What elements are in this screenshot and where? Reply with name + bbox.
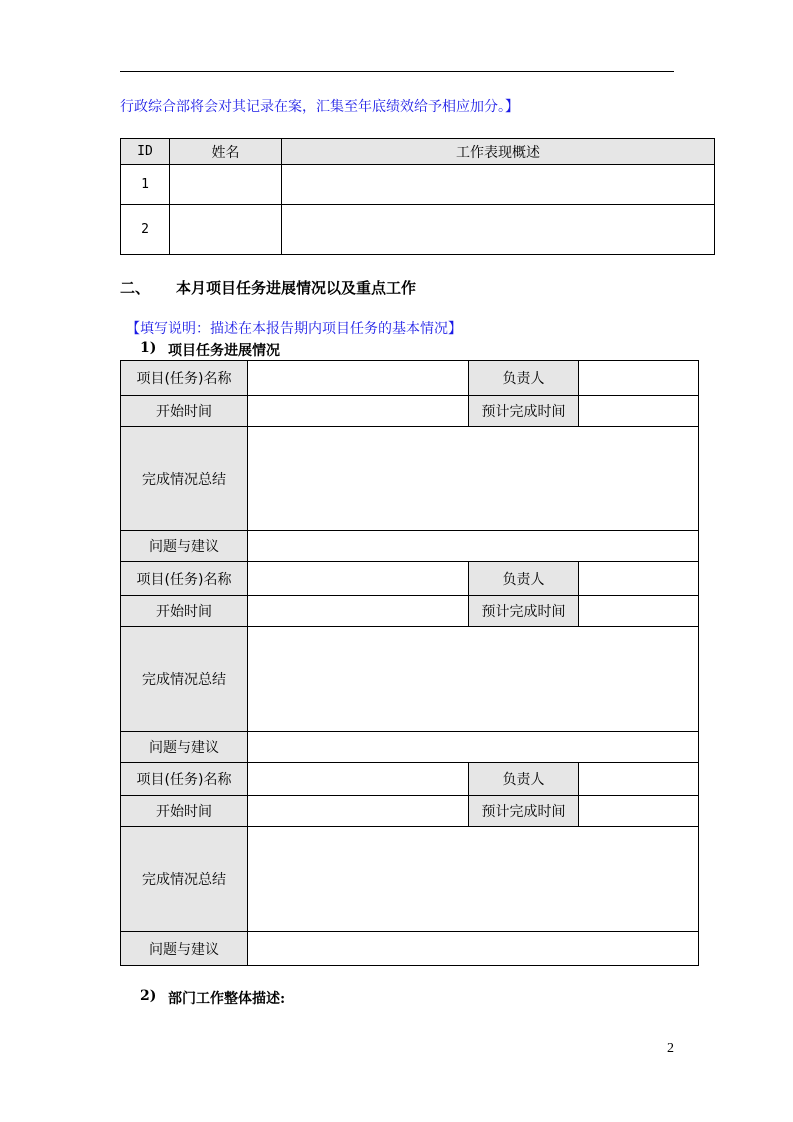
header-summary: 工作表现概述 (282, 139, 715, 165)
completion-summary-label: 完成情况总结 (121, 427, 248, 531)
page-number: 2 (667, 1041, 674, 1056)
completion-summary-input[interactable] (248, 627, 699, 732)
task-name-row (121, 361, 699, 396)
staff-table (120, 138, 715, 255)
section-number: 二、 (120, 279, 151, 297)
task-summary-row (121, 627, 699, 732)
expected-finish-label: 预计完成时间 (469, 796, 579, 827)
completion-summary-input[interactable] (248, 827, 699, 932)
owner-label: 负责人 (469, 763, 579, 796)
subsection-1-number: 1) (140, 340, 157, 356)
expected-finish-input[interactable] (579, 396, 699, 427)
task-summary-row (121, 827, 699, 932)
row-id: 1 (121, 165, 170, 205)
task-issues-row (121, 932, 699, 966)
task-time-row (121, 596, 699, 627)
staff-table-header (121, 139, 715, 165)
task-name-label: 项目(任务)名称 (121, 562, 248, 596)
owner-label: 负责人 (469, 361, 579, 396)
task-summary-row (121, 427, 699, 531)
task-issues-row (121, 531, 699, 562)
issues-input[interactable] (248, 531, 699, 562)
completion-summary-label: 完成情况总结 (121, 627, 248, 732)
issues-label: 问题与建议 (121, 732, 248, 763)
owner-label: 负责人 (469, 562, 579, 596)
section-title: 本月项目任务进展情况以及重点工作 (176, 279, 417, 297)
task-name-row (121, 763, 699, 796)
fill-note: 【填写说明：描述在本报告期内项目任务的基本情况】 (126, 321, 462, 337)
owner-input[interactable] (579, 763, 699, 796)
start-time-label: 开始时间 (121, 596, 248, 627)
task-name-label: 项目(任务)名称 (121, 361, 248, 396)
issues-input[interactable] (248, 932, 699, 966)
owner-input[interactable] (579, 361, 699, 396)
subsection-2-number: 2) (140, 988, 157, 1004)
table-row (121, 165, 715, 205)
start-time-input[interactable] (248, 596, 469, 627)
expected-finish-input[interactable] (579, 796, 699, 827)
task-name-label: 项目(任务)名称 (121, 763, 248, 796)
table-row (121, 205, 715, 255)
name-cell[interactable] (170, 165, 282, 205)
start-time-label: 开始时间 (121, 396, 248, 427)
task-issues-row (121, 732, 699, 763)
header-rule (120, 71, 674, 72)
completion-summary-label: 完成情况总结 (121, 827, 248, 932)
name-cell[interactable] (170, 205, 282, 255)
start-time-input[interactable] (248, 396, 469, 427)
task-time-row (121, 396, 699, 427)
subsection-2-title: 部门工作整体描述: (168, 991, 286, 1007)
summary-cell[interactable] (282, 205, 715, 255)
issues-input[interactable] (248, 732, 699, 763)
start-time-input[interactable] (248, 796, 469, 827)
owner-input[interactable] (579, 562, 699, 596)
subsection-1-title: 项目任务进展情况 (168, 343, 280, 359)
start-time-label: 开始时间 (121, 796, 248, 827)
intro-note: 行政综合部将会对其记录在案，汇集至年底绩效给予相应加分。】 (120, 99, 519, 115)
task-name-row (121, 562, 699, 596)
completion-summary-input[interactable] (248, 427, 699, 531)
expected-finish-input[interactable] (579, 596, 699, 627)
expected-finish-label: 预计完成时间 (469, 396, 579, 427)
task-name-input[interactable] (248, 562, 469, 596)
task-progress-table (120, 360, 699, 966)
summary-cell[interactable] (282, 165, 715, 205)
header-id: ID (121, 139, 170, 165)
issues-label: 问题与建议 (121, 932, 248, 966)
header-name: 姓名 (170, 139, 282, 165)
row-id: 2 (121, 205, 170, 255)
task-name-input[interactable] (248, 361, 469, 396)
expected-finish-label: 预计完成时间 (469, 596, 579, 627)
issues-label: 问题与建议 (121, 531, 248, 562)
task-time-row (121, 796, 699, 827)
task-name-input[interactable] (248, 763, 469, 796)
